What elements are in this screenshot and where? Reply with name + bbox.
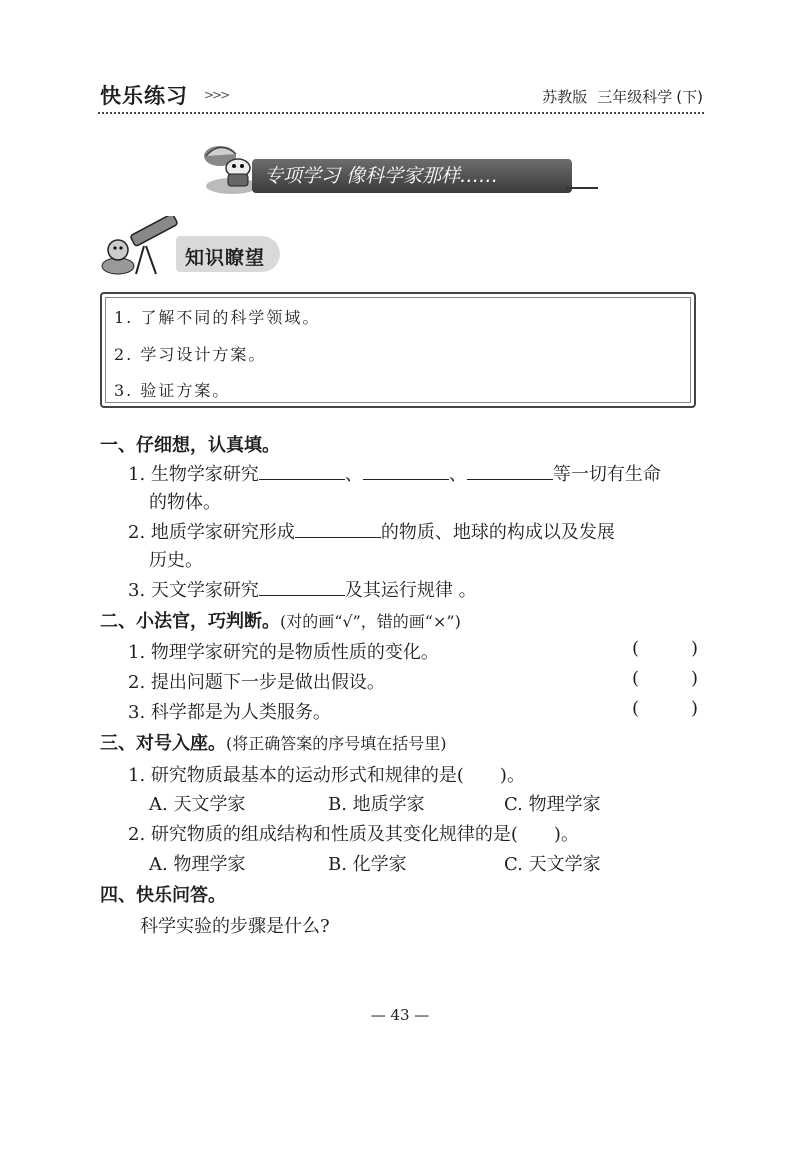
section-title-qa: 四、快乐问答。 [100,885,226,906]
term-label: (下) [676,88,703,106]
section-banner: 专项学习 像科学家那样…… [252,159,572,193]
question-1-2-cont: 历史。 [149,550,203,571]
answer-blank[interactable] [259,461,345,480]
grade-label: 三年级科学 [597,88,673,106]
knowledge-item: 1. 了解不同的科学领域。 [114,308,321,327]
page-number: — 43 — [370,1006,430,1024]
section-title-fill: 一、仔细想，认真填。 [100,435,280,456]
judge-item: 1. 物理学家研究的是物质性质的变化。 [128,642,439,663]
answer-paren[interactable]: ( ) [632,698,698,719]
judge-item: 2. 提出问题下一步是做出假设。 [128,672,385,693]
answer-blank[interactable] [363,461,449,480]
qa-question: 科学实验的步骤是什么? [140,916,330,937]
telescope-icon [100,216,182,278]
book-info [532,86,703,107]
choice-option: B. 化学家 [328,854,407,875]
answer-blank[interactable] [295,519,381,538]
choice-option: B. 地质学家 [328,794,425,815]
judge-item: 3. 科学都是为人类服务。 [128,702,331,723]
chevrons-decoration: >>> [204,88,229,102]
knowledge-item: 2. 学习设计方案。 [114,345,267,364]
answer-paren[interactable]: ( ) [632,668,698,689]
answer-blank[interactable] [467,461,553,480]
book-series-title: 快乐练习 [100,84,188,108]
question-1-2: 2. 地质学家研究形成 的物质、地球的构成以及发展 [128,518,615,544]
section-title-choice: 三、对号入座。(将正确答案的序号填在括号里) [100,733,447,754]
answer-paren[interactable]: ( ) [632,638,698,659]
knowledge-item: 3. 验证方案。 [114,381,231,400]
banner-underline [566,187,598,189]
header-divider [98,112,704,114]
question-1-1: 1. 生物学家研究 、 、 等一切有生命 [128,460,661,486]
question-1-1-cont: 的物体。 [149,492,221,513]
publisher-label: 苏教版 [542,88,588,106]
choice-question-1: 1. 研究物质最基本的运动形式和规律的是( )。 [128,765,525,786]
knowledge-title: 知识瞭望 [185,247,266,269]
choice-option: C. 物理学家 [504,794,601,815]
section-title-judge: 二、小法官，巧判断。(对的画“√”，错的画“×”) [100,611,461,632]
choice-option: C. 天文学家 [504,854,601,875]
choice-option: A. 天文学家 [149,794,246,815]
choice-question-2: 2. 研究物质的组成结构和性质及其变化规律的是( )。 [128,824,579,845]
question-1-3: 3. 天文学家研究 及其运行规律 。 [128,576,477,602]
answer-blank[interactable] [259,577,345,596]
choice-option: A. 物理学家 [149,854,246,875]
